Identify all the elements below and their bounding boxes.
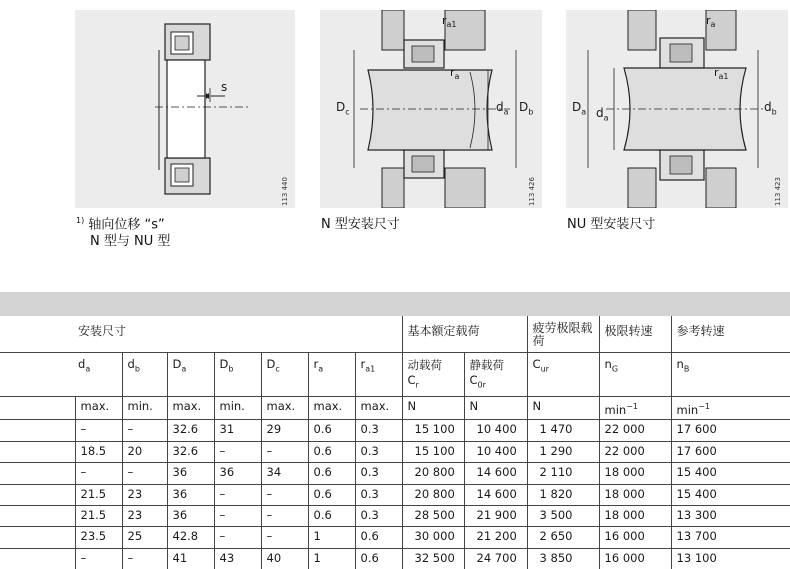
- table-cell: –: [214, 527, 261, 548]
- symbol-Db: $D_b$: [214, 352, 261, 396]
- caption-1: [76, 212, 170, 250]
- table-cell: 1 820: [527, 484, 599, 505]
- table-row: [0, 527, 790, 548]
- diagram-panel-2: [320, 10, 542, 208]
- group-fatigue-limit: 疲劳极限载荷: [527, 316, 599, 352]
- table-cell: 23.5: [75, 527, 122, 548]
- table-cell: 0.3: [355, 484, 402, 505]
- table-cell: 10 400: [464, 441, 527, 462]
- table-row: [0, 484, 790, 505]
- table-cell: 36: [167, 505, 214, 526]
- table-cell: 1: [308, 548, 355, 569]
- caption-footnote-marker: 1): [76, 216, 85, 225]
- table-cell: 14 600: [464, 484, 527, 505]
- table-cell: 3 850: [527, 548, 599, 569]
- table-cell: 36: [167, 484, 214, 505]
- table-cell: 32.6: [167, 441, 214, 462]
- table-cell: 18.5: [75, 441, 122, 462]
- table-cell: 17 600: [671, 420, 790, 441]
- table-cell: 29: [261, 420, 308, 441]
- section-separator-bar: [0, 292, 790, 316]
- table-cell: –: [75, 463, 122, 484]
- table-cell: 0.6: [355, 548, 402, 569]
- label-Db: $D_b$: [519, 100, 534, 117]
- table-row: [0, 420, 790, 441]
- table-cell: –: [122, 463, 167, 484]
- unit-cell: N: [464, 396, 527, 420]
- unit-cell: min.: [214, 396, 261, 420]
- table-cell: [0, 527, 75, 548]
- caption-3: [567, 216, 655, 233]
- table-cell: 20 800: [402, 484, 464, 505]
- table-cell: 43: [214, 548, 261, 569]
- table-cell: 18 000: [599, 484, 671, 505]
- table-cell: –: [261, 505, 308, 526]
- table-cell: 0.3: [355, 463, 402, 484]
- table-cell: 23: [122, 484, 167, 505]
- table-cell: 0.6: [308, 420, 355, 441]
- table-cell: 20: [122, 441, 167, 462]
- table-cell: 36: [167, 463, 214, 484]
- symbol-db: $d_b$: [122, 352, 167, 396]
- caption-2: [321, 216, 400, 233]
- label-ra1: $r_{a1}$: [714, 66, 729, 82]
- caption-2-line-1: N 型安装尺寸: [321, 217, 400, 232]
- table-cell: 0.6: [308, 463, 355, 484]
- table-cell: –: [122, 548, 167, 569]
- table-cell: [0, 420, 75, 441]
- label-Da: $D_a$: [572, 100, 587, 117]
- table-cell: 14 600: [464, 463, 527, 484]
- table-cell: [0, 441, 75, 462]
- label-ra: $r_a$: [450, 66, 460, 82]
- symbol-dynamic-load: 动载荷 $C_r$: [402, 352, 464, 396]
- label-Dc: $D_c$: [336, 100, 350, 117]
- caption-1-line-1: 轴向位移 “s”: [88, 217, 165, 233]
- table-cell: 13 300: [671, 505, 790, 526]
- table-cell: 23: [122, 505, 167, 526]
- label-s: s: [221, 80, 228, 94]
- table-cell: 3 500: [527, 505, 599, 526]
- n-type-mounting-drawing: [320, 10, 542, 208]
- symbol-ra: $r_a$: [308, 352, 355, 396]
- symbol-cur: $C_{ur}$: [527, 352, 599, 396]
- table-header-groups: [0, 316, 790, 352]
- table-cell: 31: [214, 420, 261, 441]
- unit-cell: min.: [122, 396, 167, 420]
- table-cell: 22 000: [599, 420, 671, 441]
- table-cell: 15 100: [402, 441, 464, 462]
- bearing-axial-shift-drawing: [75, 10, 295, 208]
- symbol-static-load: 静载荷 $C_{0r}$: [464, 352, 527, 396]
- table-cell: –: [214, 505, 261, 526]
- table-cell: 21 200: [464, 527, 527, 548]
- table-cell: [0, 505, 75, 526]
- table-cell: 21.5: [75, 484, 122, 505]
- table-cell: 32.6: [167, 420, 214, 441]
- table-row: [0, 505, 790, 526]
- table-cell: 0.3: [355, 505, 402, 526]
- table-cell: 0.6: [308, 484, 355, 505]
- label-ra: $r_a$: [706, 14, 716, 30]
- table-cell: 40: [261, 548, 308, 569]
- table-cell: –: [261, 484, 308, 505]
- table-cell: 1: [308, 527, 355, 548]
- group-limiting-speed: 极限转速: [599, 316, 671, 352]
- label-ra1: $r_{a1}$: [442, 14, 457, 30]
- table-row: [0, 441, 790, 462]
- table-cell: 13 700: [671, 527, 790, 548]
- group-reference-speed: 参考转速: [671, 316, 790, 352]
- caption-3-line-1: NU 型安装尺寸: [567, 217, 656, 232]
- figure-code: 113 426: [528, 177, 536, 206]
- table-cell: –: [261, 527, 308, 548]
- label-db: $d_b$: [764, 100, 777, 117]
- label-da: $d_a$: [596, 106, 609, 123]
- table-cell: 28 500: [402, 505, 464, 526]
- group-mounting-dimensions: 安装尺寸: [78, 324, 127, 338]
- table-cell: 25: [122, 527, 167, 548]
- table-cell: 18 000: [599, 463, 671, 484]
- table-cell: 1 470: [527, 420, 599, 441]
- unit-cell: $\min^{-1}$: [599, 396, 671, 420]
- table-cell: 2 650: [527, 527, 599, 548]
- unit-cell: max.: [167, 396, 214, 420]
- table-cell: –: [122, 420, 167, 441]
- unit-cell: $\min^{-1}$: [671, 396, 790, 420]
- table-cell: 1 290: [527, 441, 599, 462]
- label-da: $d_a$: [496, 100, 509, 117]
- table-cell: 0.3: [355, 441, 402, 462]
- symbol-nb: $n_B$: [671, 352, 790, 396]
- table-cell: –: [214, 484, 261, 505]
- table-cell: 0.3: [355, 420, 402, 441]
- table-cell: [0, 484, 75, 505]
- table-cell: 24 700: [464, 548, 527, 569]
- table-cell: –: [75, 420, 122, 441]
- table-cell: 15 400: [671, 484, 790, 505]
- table-row: [0, 463, 790, 484]
- table-cell: 21.5: [75, 505, 122, 526]
- symbol-ra1: $r_{a1}$: [355, 352, 402, 396]
- table-body: [0, 420, 790, 569]
- unit-cell: max.: [261, 396, 308, 420]
- figure-code: 113 423: [774, 177, 782, 206]
- symbol-da: $d_a$: [0, 352, 122, 396]
- table-cell: 34: [261, 463, 308, 484]
- table-cell: 15 400: [671, 463, 790, 484]
- unit-cell: max.: [308, 396, 355, 420]
- unit-cell: N: [527, 396, 599, 420]
- table-cell: –: [75, 548, 122, 569]
- table-cell: 20 800: [402, 463, 464, 484]
- figure-code: 113 440: [281, 177, 289, 206]
- table-cell: 30 000: [402, 527, 464, 548]
- mounting-dimensions-table: [0, 316, 790, 569]
- table-cell: –: [261, 441, 308, 462]
- table-cell: 41: [167, 548, 214, 569]
- unit-cell: [0, 396, 75, 420]
- table-cell: 13 100: [671, 548, 790, 569]
- table-cell: 2 110: [527, 463, 599, 484]
- table-cell: 16 000: [599, 548, 671, 569]
- symbol-ng: $n_G$: [599, 352, 671, 396]
- caption-1-line-2: N 型与 NU 型: [90, 234, 171, 250]
- table-cell: 0.6: [308, 505, 355, 526]
- table-cell: 18 000: [599, 505, 671, 526]
- diagram-panel-1: [75, 10, 295, 208]
- diagram-panel-3: [566, 10, 788, 208]
- table-cell: 0.6: [308, 441, 355, 462]
- symbol-Da: $D_a$: [167, 352, 214, 396]
- table-cell: 0.6: [355, 527, 402, 548]
- table-cell: 16 000: [599, 527, 671, 548]
- table-header-units: [0, 396, 790, 420]
- table-cell: 21 900: [464, 505, 527, 526]
- table-cell: –: [214, 441, 261, 462]
- table-cell: 42.8: [167, 527, 214, 548]
- unit-cell: N: [402, 396, 464, 420]
- group-basic-load-rating: 基本额定载荷: [402, 316, 527, 352]
- table-cell: [0, 463, 75, 484]
- table-cell: 17 600: [671, 441, 790, 462]
- table-cell: 10 400: [464, 420, 527, 441]
- table-header-symbols: [0, 352, 790, 396]
- table-cell: 22 000: [599, 441, 671, 462]
- table-cell: 32 500: [402, 548, 464, 569]
- unit-cell: max.: [355, 396, 402, 420]
- table-cell: 15 100: [402, 420, 464, 441]
- symbol-Dc: $D_c$: [261, 352, 308, 396]
- unit-cell: max.: [75, 396, 122, 420]
- table-cell: 36: [214, 463, 261, 484]
